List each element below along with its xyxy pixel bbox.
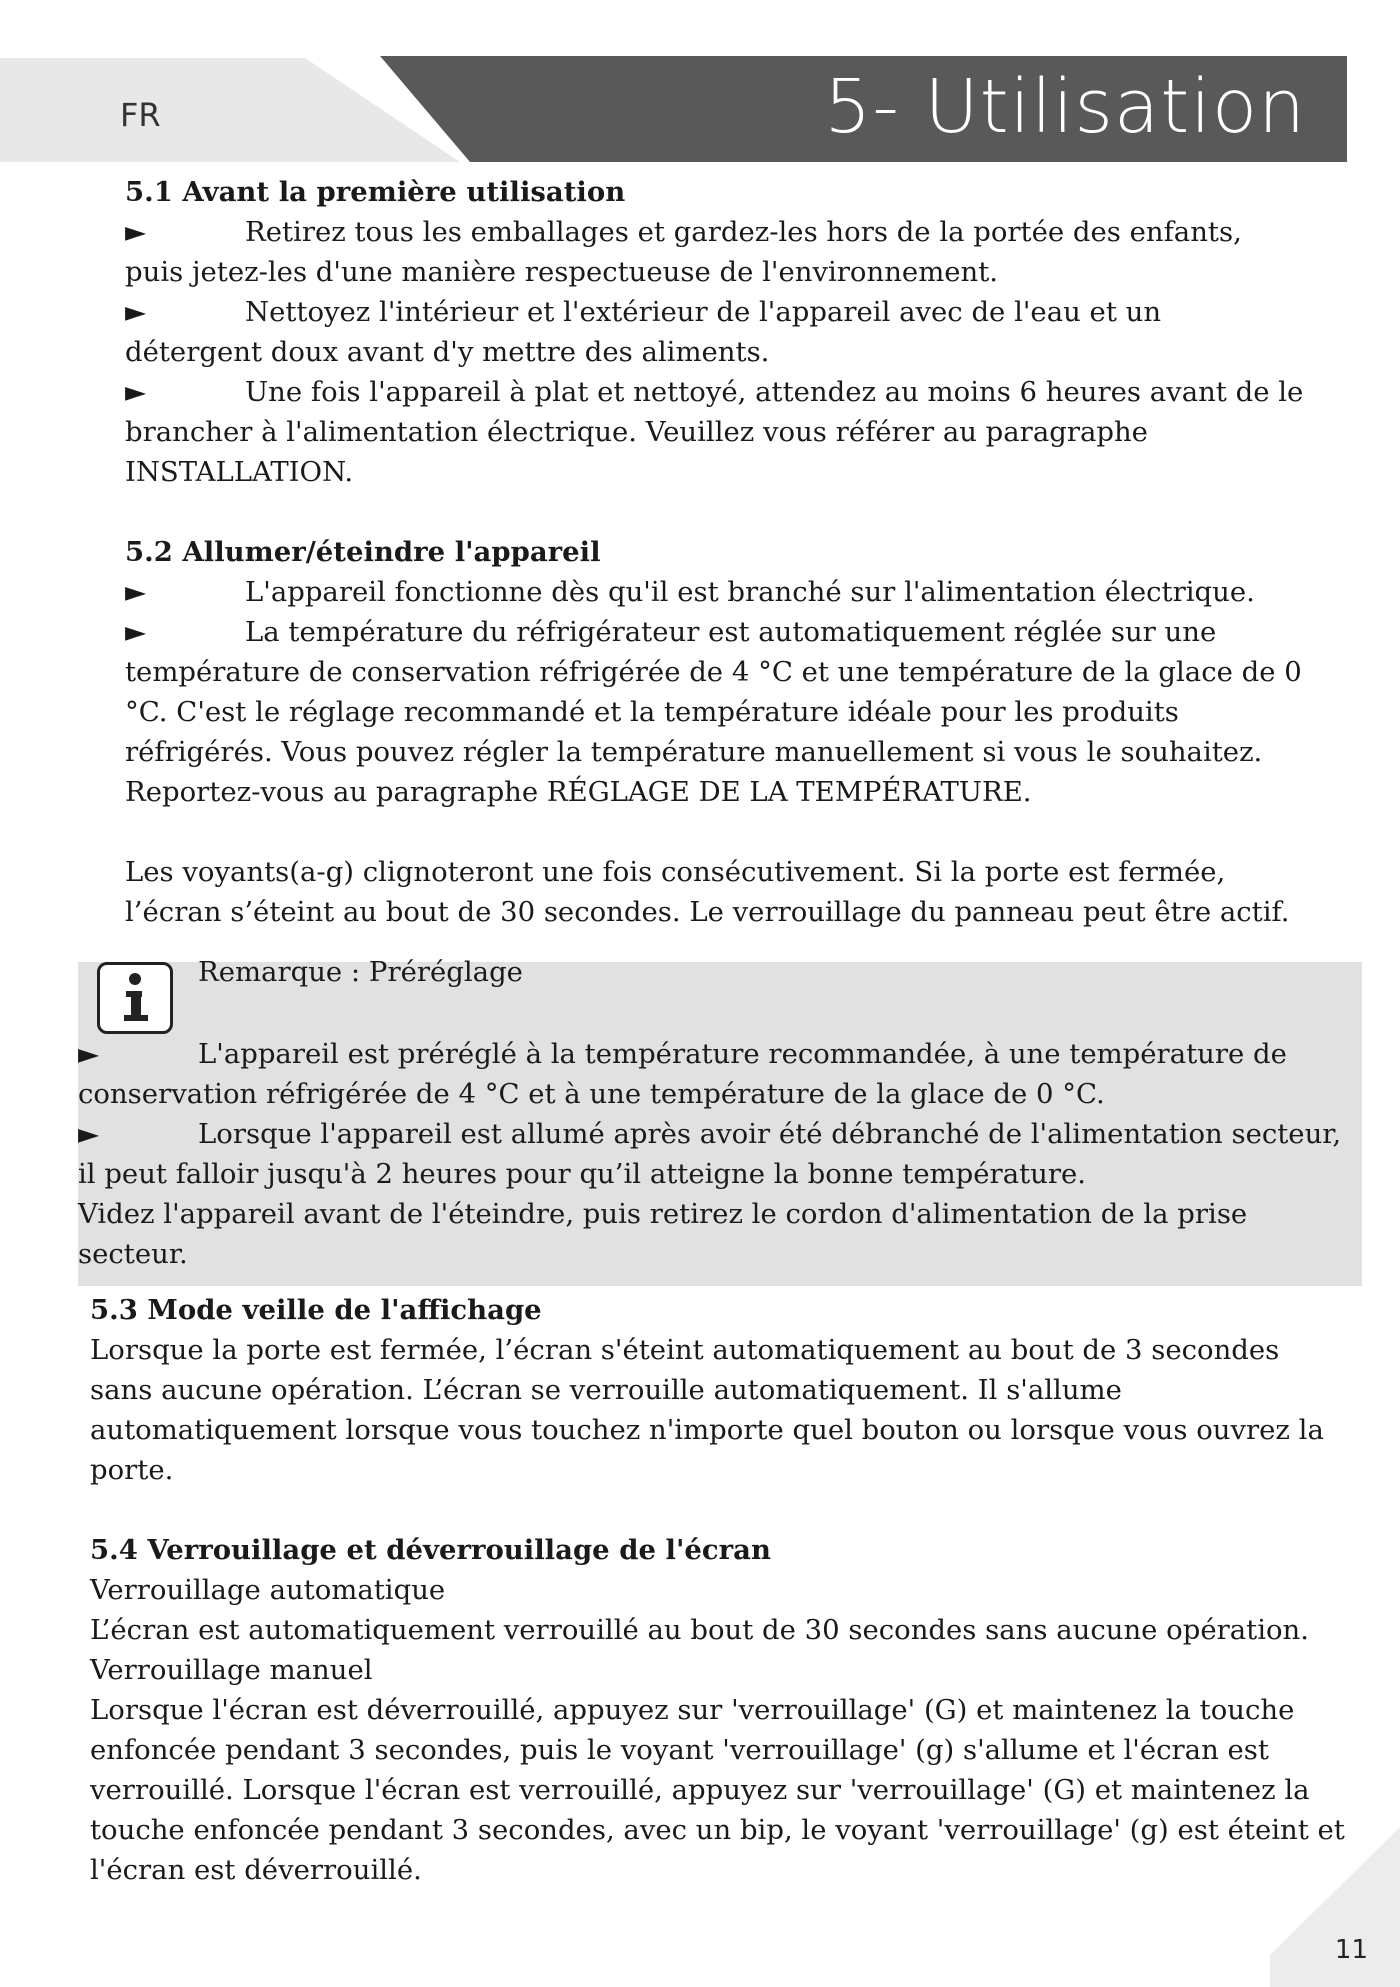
text-line: enfoncée pendant 3 secondes, puis le voyant 'verrouillage' (g) s'allume et l'écran est <box>90 1734 1269 1766</box>
text-line: l’écran s’éteint au bout de 30 secondes. Le verrouillage du panneau peut être actif. <box>125 896 1290 928</box>
language-code: FR <box>120 96 161 134</box>
bullet-arrow-icon: ► <box>125 216 147 248</box>
text-line: réfrigérés. Vous pouvez régler la température manuellement si vous le souhaitez. <box>125 736 1263 768</box>
text-line: Reportez-vous au paragraphe RÉGLAGE DE LA TEMPÉRATURE. <box>125 776 1032 808</box>
header-left-band <box>0 58 460 162</box>
text-line: ► La température du réfrigérateur est automatiquement réglée sur une <box>125 612 1216 652</box>
text-line: l'écran est déverrouillé. <box>90 1854 422 1886</box>
subheading: Verrouillage manuel <box>90 1654 373 1686</box>
bullet-arrow-icon: ► <box>125 576 147 608</box>
text-line: automatiquement lorsque vous touchez n'importe quel bouton ou lorsque vous ouvrez la <box>90 1414 1324 1446</box>
bullet-arrow-icon: ► <box>125 296 147 328</box>
note-title: Remarque : Préréglage <box>198 956 523 988</box>
bullet-arrow-icon: ► <box>125 376 147 408</box>
text-line: détergent doux avant d'y mettre des aliments. <box>125 336 770 368</box>
heading-5-2: 5.2 Allumer/éteindre l'appareil <box>125 536 601 568</box>
heading-5-1: 5.1 Avant la première utilisation <box>125 176 626 208</box>
text-line: Lorsque la porte est fermée, l’écran s'éteint automatiquement au bout de 3 secondes <box>90 1334 1280 1366</box>
text-line: brancher à l'alimentation électrique. Veuillez vous référer au paragraphe <box>125 416 1148 448</box>
page-number: 11 <box>1334 1935 1368 1965</box>
text-line: INSTALLATION. <box>125 456 354 488</box>
text-line: il peut falloir jusqu'à 2 heures pour qu’il atteigne la bonne température. <box>78 1158 1087 1190</box>
subheading: Verrouillage automatique <box>90 1574 446 1606</box>
bullet-arrow-icon: ► <box>125 616 147 648</box>
section-title: 5- Utilisation <box>824 64 1306 150</box>
text-line: touche enfoncée pendant 3 secondes, avec un bip, le voyant 'verrouillage' (g) est éteint et <box>90 1814 1345 1846</box>
text-line: Les voyants(a-g) clignoteront une fois consécutivement. Si la porte est fermée, <box>125 856 1226 888</box>
bullet-arrow-icon: ► <box>78 1038 100 1070</box>
text-line: ► L'appareil fonctionne dès qu'il est branché sur l'alimentation électrique. <box>125 572 1255 612</box>
text-line: ► Nettoyez l'intérieur et l'extérieur de l'appareil avec de l'eau et un <box>125 292 1161 332</box>
text-line: porte. <box>90 1454 174 1486</box>
text-line: conservation réfrigérée de 4 °C et à une température de la glace de 0 °C. <box>78 1078 1105 1110</box>
text-line: °C. C'est le réglage recommandé et la température idéale pour les produits <box>125 696 1179 728</box>
text-line: secteur. <box>78 1238 188 1270</box>
info-icon <box>97 962 173 1034</box>
heading-5-3: 5.3 Mode veille de l'affichage <box>90 1294 542 1326</box>
text-line: ► L'appareil est préréglé à la température recommandée, à une température de <box>78 1034 1287 1074</box>
text-line: verrouillé. Lorsque l'écran est verrouillé, appuyez sur 'verrouillage' (G) et maintenez la <box>90 1774 1310 1806</box>
text-line: ► Lorsque l'appareil est allumé après avoir été débranché de l'alimentation secteur, <box>78 1114 1341 1154</box>
text-line: température de conservation réfrigérée de 4 °C et une température de la glace de 0 <box>125 656 1302 688</box>
text-line: Lorsque l'écran est déverrouillé, appuyez sur 'verrouillage' (G) et maintenez la touche <box>90 1694 1295 1726</box>
text-line: ► Une fois l'appareil à plat et nettoyé, attendez au moins 6 heures avant de le <box>125 372 1303 412</box>
text-line: ► Retirez tous les emballages et gardez-les hors de la portée des enfants, <box>125 212 1242 252</box>
heading-5-4: 5.4 Verrouillage et déverrouillage de l'écran <box>90 1534 771 1566</box>
bullet-arrow-icon: ► <box>78 1118 100 1150</box>
text-line: Videz l'appareil avant de l'éteindre, puis retirez le cordon d'alimentation de la prise <box>78 1198 1248 1230</box>
text-line: puis jetez-les d'une manière respectueuse de l'environnement. <box>125 256 999 288</box>
text-line: sans aucune opération. L’écran se verrouille automatiquement. Il s'allume <box>90 1374 1122 1406</box>
text-line: L’écran est automatiquement verrouillé au bout de 30 secondes sans aucune opération. <box>90 1614 1310 1646</box>
